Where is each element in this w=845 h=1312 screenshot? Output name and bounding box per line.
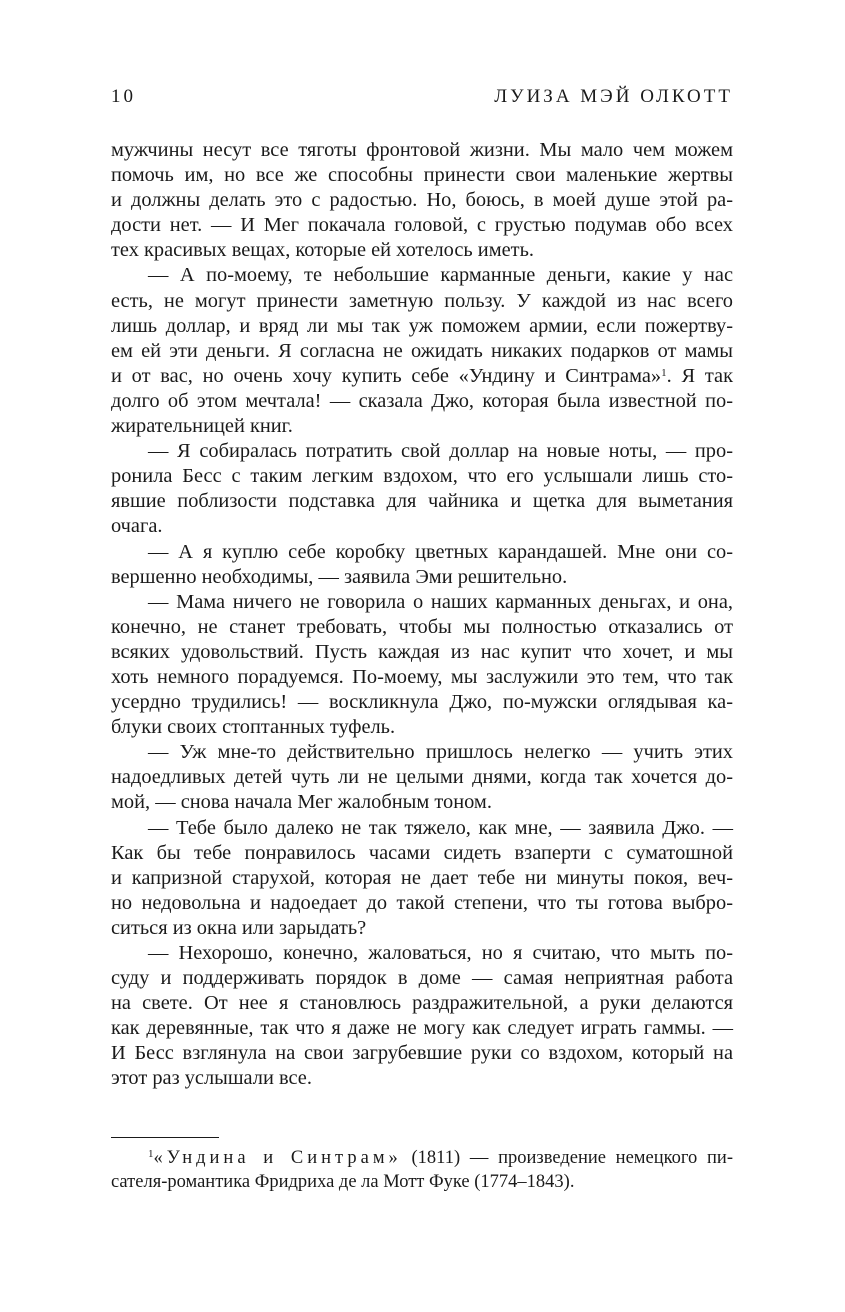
text-line: ем ей эти деньги. Я согласна не ожидать никаких подарков от мамы [111,339,733,362]
text-line: ситься из окна или зарыдать? [111,916,367,939]
running-header [111,86,733,108]
text-line: долго об этом мечтала! — сказала Джо, которая была известной по- [111,389,733,412]
text-line: — Мама ничего не говорила о наших карманных деньгах, и она, [148,590,733,613]
text-line: — Уж мне-то действительно пришлось нелегко — учить этих [148,741,733,764]
text-segment: . Я так [666,364,733,387]
footnote-reference: 1 [661,366,667,379]
text-line: есть, не могут принести заметную пользу. У каждой из нас всего [111,289,733,312]
text-line: надоедливых детей чуть ли не целыми днями, когда так хочется до- [111,766,733,789]
text-line: — Нехорошо, конечно, жаловаться, но я считаю, что мыть по- [148,942,733,964]
footnote-divider [111,1137,219,1138]
footnote-marker: 1 [148,1148,154,1160]
footnote-title: «Ундина и Синтрам» [153,1148,402,1168]
text-line: вершенно необходимы, — заявила Эми решительно. [111,565,568,588]
text-line: Как бы тебе понравилось часами сидеть взаперти с суматошной [111,841,733,864]
text-line: дости нет. — И Мег покачала головой, с грустью подумав обо всех [111,214,733,237]
text-line: помочь им, но все же способны принести свои маленькие жертвы [111,164,733,187]
page-number: 10 [111,86,136,107]
text-line: лишь доллар, и вряд ли мы так уж поможем армии, если пожертву- [111,314,733,337]
text-line: — А по-моему, те небольшие карманные деньги, какие у нас [148,264,733,287]
text-line: хоть немного порадуемся. По-моему, мы заслужили это тем, что так [111,665,733,688]
footnote-line [111,1146,733,1170]
text-line: этот раз услышали все. [111,1067,312,1090]
text-line: мой, — снова начала Мег жалобным тоном. [111,791,492,814]
text-segment: и от вас, но очень хочу купить себе «Ундину и Синтрама» [111,364,662,387]
footnote [111,1146,733,1194]
text-line: и должны делать это с радостью. Но, боюсь, в моей душе этой ра- [111,189,733,212]
text-line: усердно трудились! — воскликнула Джо, по-мужски оглядывая ка- [111,691,733,714]
footnote-line: сателя-романтика Фридриха де ла Мотт Фуке (1774–1843). [111,1172,575,1192]
text-line: конечно, не станет требовать, чтобы мы полностью отказались от [111,615,733,638]
text-line: блуки своих стоптанных туфель. [111,716,396,739]
text-line-with-footnote [111,364,733,389]
text-line: — Я собиралась потратить свой доллар на новые ноты, — про- [148,440,733,463]
text-line: всяких удовольствий. Пусть каждая из нас купит что хочет, и мы [111,640,733,663]
text-line: — Тебе было далеко не так тяжело, как мне, — заявила Джо. — [148,816,733,839]
text-line: суду и поддерживать порядок в доме — самая неприятная работа [111,967,733,990]
text-line: явшие поблизости подставка для чайника и щетка для выметания [111,490,733,513]
text-line: тех красивых вещах, которые ей хотелось иметь. [111,239,534,262]
text-line: — А я куплю себе коробку цветных карандашей. Мне они со- [148,540,733,563]
text-line: на свете. От нее я становлюсь раздражительной, а руки делаются [111,992,733,1015]
text-line: как деревянные, так что я даже не могу как следует играть гаммы. — [111,1017,733,1040]
text-line: мужчины несут все тяготы фронтовой жизни. Мы мало чем можем [111,139,733,161]
text-line: и капризной старухой, которая не дает тебе ни минуты покоя, веч- [111,866,733,889]
running-title: ЛУИЗА МЭЙ ОЛКОТТ [494,86,733,107]
text-line: очага. [111,515,163,538]
text-line: И Бесс взглянула на свои загрубевшие руки со вздохом, который на [111,1042,733,1065]
text-line: жирательницей книг. [111,415,293,438]
text-line: ронила Бесс с таким легким вздохом, что его услышали лишь сто- [111,465,733,488]
body-text [111,138,733,1092]
footnote-text: (1811) — произведение немецкого пи- [401,1148,733,1168]
text-line: но недовольна и надоедает до такой степени, что ты готова выбро- [111,891,733,914]
